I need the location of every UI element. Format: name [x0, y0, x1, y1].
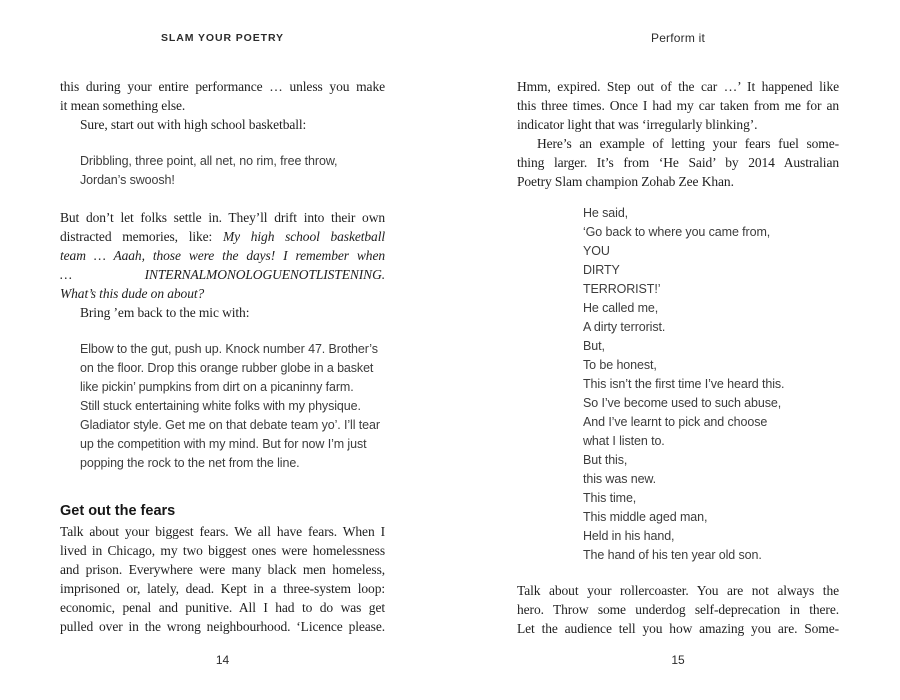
text-line: So I’ve become used to such abuse, [583, 396, 782, 410]
text-line: TERRORIST!’ [583, 282, 661, 296]
text-line: Talk about your rollercoaster. You are not always the [517, 583, 839, 598]
body-block [60, 522, 385, 636]
text-line: Here’s an example of letting your fears fuel some- [537, 136, 839, 151]
text-line: Sure, start out with high school basketball: [80, 117, 307, 132]
running-head-left: SLAM YOUR POETRY [161, 32, 284, 44]
text-line: this three times. Once I had my car taken from me for an [517, 98, 839, 113]
poem-block [583, 204, 839, 565]
text-line: thing larger. It’s from ‘He Said’ by 2014 Australian [517, 155, 839, 170]
body-block [60, 208, 385, 322]
left-page-body [60, 77, 385, 636]
text-line: like pickin’ pumpkins from dirt on a picaninny farm. [80, 380, 354, 394]
quote-block [60, 340, 385, 473]
body-block [517, 77, 839, 191]
text-line: … INTERNALMONOLOGUENOTLISTENING. [60, 267, 385, 282]
text-line: Jordan’s swoosh! [80, 173, 175, 187]
text-line: Talk about your biggest fears. We all have fears. When I [60, 524, 385, 539]
text-line: But this, [583, 453, 628, 467]
text-line: The hand of his ten year old son. [583, 548, 762, 562]
text-line: Held in his hand, [583, 529, 675, 543]
text-line: A dirty terrorist. [583, 320, 666, 334]
text-line: To be honest, [583, 358, 657, 372]
page-number-right: 15 [671, 653, 685, 667]
text-line: indicator light that was ‘irregularly blinking’. [517, 117, 758, 132]
text-line: Gladiator style. Get me on that debate team yo’. I’ll tear [80, 418, 380, 432]
text-line: ‘Go back to where you came from, [583, 225, 771, 239]
section-heading: Get out the fears [60, 503, 176, 519]
text-line: And I’ve learnt to pick and choose [583, 415, 768, 429]
text-line: He said, [583, 206, 629, 220]
text-line: Dribbling, three point, all net, no rim, free throw, [80, 154, 338, 168]
text-line: popping the rock to the net from the line. [80, 456, 300, 470]
text-line: This time, [583, 491, 637, 505]
text-line: Bring ’em back to the mic with: [80, 305, 250, 320]
text-line: DIRTY [583, 263, 620, 277]
text-line: What’s this dude on about? [60, 286, 205, 301]
text-line: team … Aaah, those were the days! I remember when [60, 248, 385, 263]
text-line: pulled over in the wrong neighbourhood. ‘Licence please. [60, 619, 385, 634]
text-line: This middle aged man, [583, 510, 708, 524]
right-page-body [517, 77, 839, 638]
text-line: Let the audience tell you how amazing you are. Some- [517, 621, 839, 636]
text-line: hero. Throw some underdog self-deprecation in there. [517, 602, 839, 617]
text-line: YOU [583, 244, 610, 258]
text-line: and prison. Everywhere were many black men homeless, [60, 562, 385, 577]
text-line: this was new. [583, 472, 657, 486]
text-line: up the competition with my mind. But for now I’m just [80, 437, 367, 451]
body-block [517, 581, 839, 638]
text-line: This isn’t the first time I’ve heard this. [583, 377, 785, 391]
text-line: this during your entire performance … unless you make [60, 79, 385, 94]
text-line: But don’t let folks settle in. They’ll drift into their own [60, 210, 385, 225]
text-line: on the floor. Drop this orange rubber globe in a basket [80, 361, 374, 375]
quote-block [60, 152, 385, 190]
text-line: He called me, [583, 301, 659, 315]
text-line: economic, penal and punitive. All I had to do was get [60, 600, 385, 615]
text-line: Still stuck entertaining white folks with my physique. [80, 399, 361, 413]
text-line: it mean something else. [60, 98, 186, 113]
text-line: Poetry Slam champion Zohab Zee Khan. [517, 174, 734, 189]
text-line: distracted memories, like: My high school basketball [60, 229, 385, 244]
body-block [60, 77, 385, 134]
text-line: Hmm, expired. Step out of the car …’ It happened like [517, 79, 839, 94]
page-number-left: 14 [215, 653, 230, 667]
text-line: what I listen to. [583, 434, 665, 448]
text-line: imprisoned or, lately, dead. Kept in a three-system loop: [60, 581, 385, 596]
text-line: lived in Chicago, my two biggest ones were homelessness [60, 543, 385, 558]
text-line: But, [583, 339, 605, 353]
running-head-right: Perform it [650, 31, 705, 45]
text-line: Elbow to the gut, push up. Knock number 47. Brother’s [80, 342, 378, 356]
